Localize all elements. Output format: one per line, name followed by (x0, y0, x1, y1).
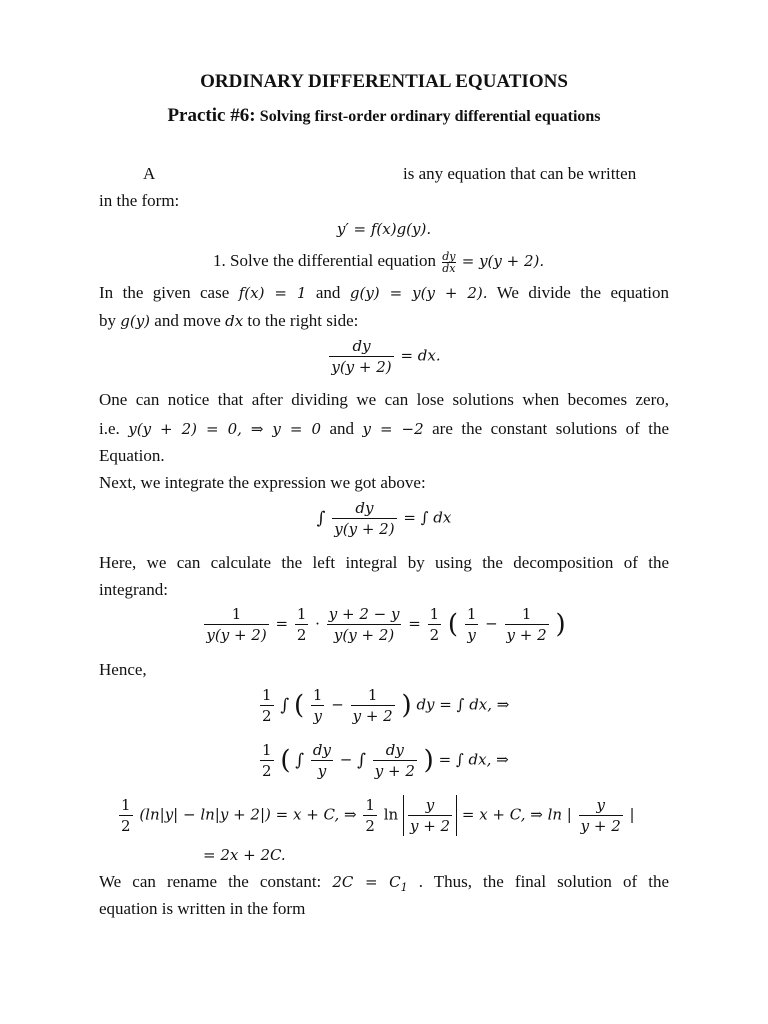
lose-ie: i.e. (99, 419, 120, 438)
equation-3 (0, 604, 768, 645)
eq5-a-den: y (317, 762, 327, 780)
intro-lead: A (143, 164, 156, 183)
eq4-a-den: y (313, 707, 322, 725)
rename-text-2: . Thus, the final solution of the (418, 872, 669, 891)
eq3-f3-num: y + 2 − y (328, 605, 400, 623)
lose-tail: are the constant solutions of the (432, 419, 670, 438)
eq3-lparen: ( (447, 609, 459, 640)
equation-2 (0, 498, 768, 539)
eq4-half-num: 1 (262, 686, 272, 704)
lose-cond: y(y + 2) = 0, ⇒ y = 0 (128, 420, 321, 438)
eq3-f1-den: y(y + 2) (206, 626, 267, 644)
eq6-half2-num: 1 (365, 796, 375, 814)
lose-line2 (99, 419, 669, 439)
rename-sub: 1 (400, 881, 408, 894)
eq6-b-num: y (579, 795, 623, 816)
eq5-half-num: 1 (262, 741, 272, 759)
eq4-a-num: 1 (312, 686, 323, 704)
case-and: and (315, 283, 341, 302)
eq3-eq2: = (408, 614, 421, 633)
eq3-f4-den: 2 (429, 626, 440, 644)
eq3-f6-den: y + 2 (506, 626, 547, 644)
rename-constant: 2C = C (332, 873, 401, 891)
case-line2 (99, 311, 358, 331)
intro-tail: is any equation that can be written (403, 164, 637, 183)
eq4-rparen: ) (401, 690, 412, 721)
eq3-rparen: ) (555, 609, 566, 640)
case-gy: g(y) = y(y + 2). (349, 284, 488, 302)
problem-fraction (442, 251, 455, 274)
decomp-line2: integrand: (99, 580, 168, 599)
eq4-minus: − (331, 695, 344, 714)
eq5-integral-1: ∫ (295, 750, 305, 771)
case-text-3: and move (154, 311, 221, 330)
equation-6 (117, 795, 635, 836)
equation-4 (258, 685, 509, 726)
eq4-b-num: 1 (351, 685, 395, 706)
eq5-a-num: dy (312, 741, 331, 759)
problem-text: 1. Solve the differential equation (213, 251, 436, 270)
rename-line1 (99, 872, 669, 898)
case-line1 (99, 283, 669, 303)
eq6-half2-den: 2 (365, 817, 375, 835)
eq3-f3-den: y(y + 2) (333, 626, 395, 644)
lose-and: and (329, 419, 355, 438)
eq6-mid: (ln|y| − ln|y + 2|) = x + C, ⇒ (139, 805, 357, 824)
eq1-num: dy (329, 336, 393, 357)
eq2-rhs: = ∫ dx (403, 508, 452, 527)
eq5-rparen: ) (423, 745, 434, 776)
lose-line3: Equation. (99, 446, 165, 465)
eq1-den: y(y + 2) (331, 358, 392, 376)
eq6-b-den: y + 2 (580, 817, 621, 835)
eq3-f4-num: 1 (429, 605, 440, 623)
eq2-integral: ∫ (316, 508, 326, 529)
eq5-b-num: dy (373, 740, 417, 761)
practice-topic: Solving first-order ordinary differential equations (259, 108, 601, 125)
eq6-ln: ln (383, 805, 399, 824)
eq5-lparen: ( (280, 745, 291, 776)
eq2-num: dy (332, 498, 396, 519)
case-fx: f(x) = 1 (238, 284, 307, 302)
practice-label: Practic #6: (167, 105, 256, 126)
page-title: ORDINARY DIFFERENTIAL EQUATIONS (200, 71, 568, 92)
intro-line2: in the form: (99, 191, 180, 210)
eq5-integral-2: ∫ (357, 750, 366, 771)
intro-formula: y′ = f(x)g(y). (336, 220, 432, 238)
eq5-b-den: y + 2 (374, 762, 415, 780)
eq4-lparen: ( (293, 690, 305, 721)
rename-line2: equation is written in the form (99, 899, 306, 918)
rename-text-1: We can rename the constant: (99, 872, 322, 891)
eq3-f2-num: 1 (296, 605, 307, 623)
eq6-mid2: = x + C, ⇒ ln | (461, 805, 572, 824)
eq2-den: y(y + 2) (334, 520, 395, 538)
next-text: Next, we integrate the expression we got above: (99, 473, 426, 492)
eq3-dot: · (315, 614, 320, 633)
problem-statement (213, 246, 544, 276)
case-text-4: to the right side: (247, 311, 359, 330)
problem-num: dy (442, 249, 456, 263)
problem-den: dx (442, 261, 456, 275)
eq3-f5-num: 1 (466, 605, 477, 623)
eq5-half-den: 2 (262, 762, 272, 780)
eq6-a-den: y + 2 (409, 817, 451, 835)
eq3-minus: − (485, 614, 498, 633)
case-gy2: g(y) (120, 312, 151, 330)
eq3-f1-num: 1 (204, 604, 268, 625)
eq4-half-den: 2 (262, 707, 272, 725)
problem-rhs: = y(y + 2). (461, 252, 545, 270)
lose-line1: One can notice that after dividing we can lose solutions when becomes zero, (99, 390, 669, 409)
eq3-f5-den: y (467, 626, 476, 644)
case-text-1: In the given case (99, 283, 230, 302)
eq3-f6-num: 1 (505, 604, 549, 625)
lose-y2: y = −2 (362, 420, 424, 438)
equation-1 (0, 336, 768, 377)
eq4-integral: ∫ (280, 695, 290, 716)
eq1-rhs: = dx. (400, 346, 441, 365)
eq6-a-num: y (408, 795, 452, 816)
eq4-b-den: y + 2 (352, 707, 393, 725)
equation-7: = 2x + 2C. (203, 846, 286, 864)
eq3-eq: = (275, 614, 289, 633)
decomp-line1: Here, we can calculate the left integral by using the decomposition of the (99, 553, 669, 572)
eq4-rhs: dy = ∫ dx, ⇒ (416, 695, 510, 714)
case-dx: dx (225, 312, 244, 330)
eq6-half-den: 2 (121, 817, 131, 835)
eq3-f2-den: 2 (296, 626, 307, 644)
case-text-2: We divide the equation (496, 283, 670, 302)
eq5-rhs: = ∫ dx, ⇒ (438, 750, 509, 769)
eq6-end: | (629, 805, 635, 824)
practice-subtitle (0, 106, 768, 127)
equation-5 (258, 740, 509, 781)
hence-text: Hence, (99, 660, 147, 679)
eq6-half-num: 1 (121, 796, 131, 814)
case-by: by (99, 311, 116, 330)
eq5-minus: − (339, 750, 353, 769)
